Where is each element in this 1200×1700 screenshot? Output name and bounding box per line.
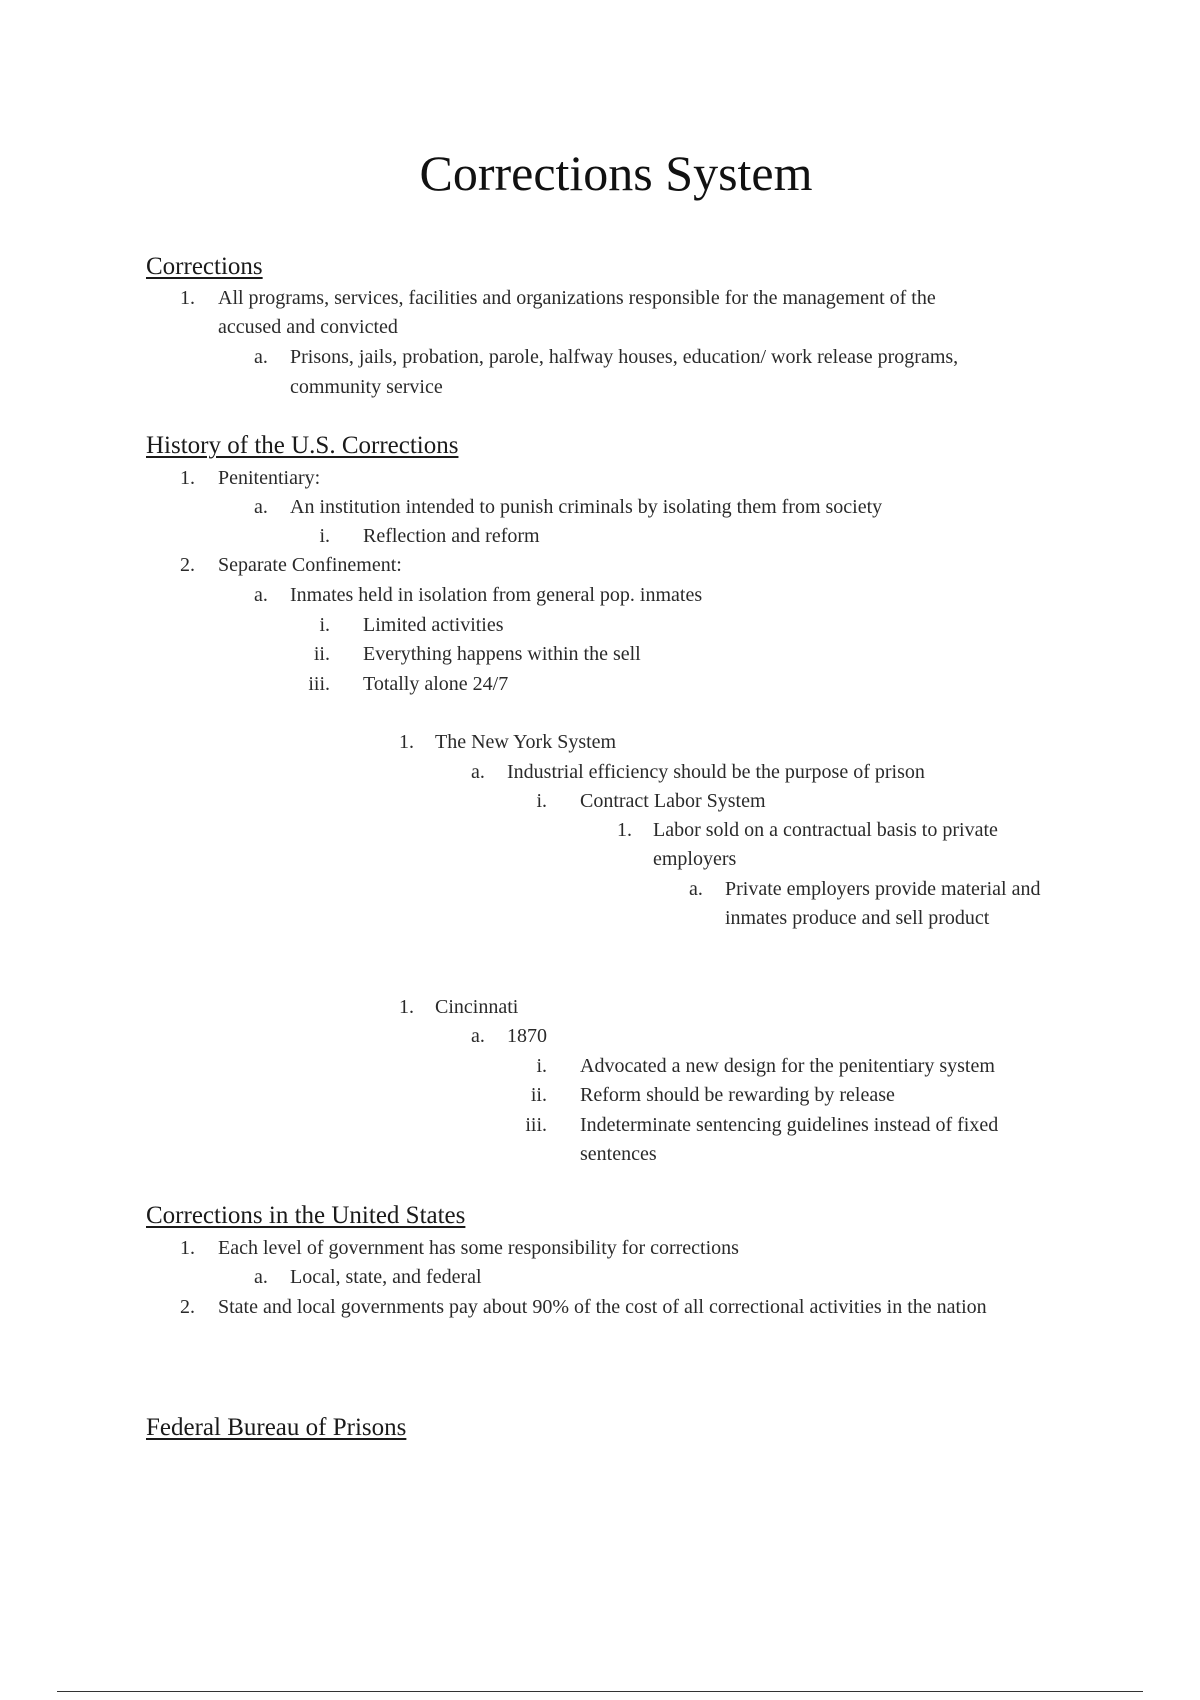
section-heading-corrections: Corrections bbox=[146, 253, 263, 280]
list-item: ii. Everything happens within the sell bbox=[313, 643, 641, 665]
list-item: 1. The New York System bbox=[399, 731, 617, 753]
list-item: ii. Reform should be rewarding by release bbox=[530, 1084, 895, 1106]
list-item: i. Contract Labor System bbox=[536, 790, 766, 812]
document-title: Corrections System bbox=[419, 145, 813, 201]
list-item: 1. Labor sold on a contractual basis to private employers bbox=[617, 819, 998, 870]
footer-divider bbox=[57, 1691, 1143, 1692]
list-item: a. Inmates held in isolation from general pop. inmates bbox=[254, 584, 703, 606]
list-item: i. Reflection and reform bbox=[319, 525, 540, 547]
section-heading-us: Corrections in the United States bbox=[146, 1202, 466, 1229]
list-item: iii. Totally alone 24/7 bbox=[308, 673, 509, 695]
list-item: 1. Penitentiary: bbox=[180, 467, 321, 489]
list-item: a. 1870 bbox=[471, 1025, 547, 1047]
section-heading-history: History of the U.S. Corrections bbox=[146, 432, 459, 459]
list-item: a. Private employers provide material and inmates produce and sell product bbox=[689, 878, 1041, 929]
list-item: 1. Each level of government has some responsibility for corrections bbox=[180, 1237, 739, 1259]
list-item: a. Prisons, jails, probation, parole, halfway houses, education/ work release programs, community service bbox=[254, 346, 959, 398]
section-heading-bop: Federal Bureau of Prisons bbox=[146, 1414, 407, 1441]
list-item: 2. State and local governments pay about 90% of the cost of all correctional activities in the nation bbox=[180, 1296, 987, 1318]
list-item: a. Industrial efficiency should be the purpose of prison bbox=[471, 761, 925, 783]
list-item: a. Local, state, and federal bbox=[254, 1266, 482, 1288]
list-item: 1. Cincinnati bbox=[399, 996, 519, 1018]
list-item: 1. All programs, services, facilities and organizations responsible for the management of the accused and convicted bbox=[180, 287, 936, 338]
list-item: i. Advocated a new design for the penitentiary system bbox=[536, 1055, 995, 1077]
list-item: a. An institution intended to punish criminals by isolating them from society bbox=[254, 496, 883, 518]
list-item: iii. Indeterminate sentencing guidelines instead of fixed sentences bbox=[525, 1114, 999, 1165]
list-item: 2. Separate Confinement: bbox=[180, 554, 402, 576]
list-item: i. Limited activities bbox=[319, 614, 504, 636]
